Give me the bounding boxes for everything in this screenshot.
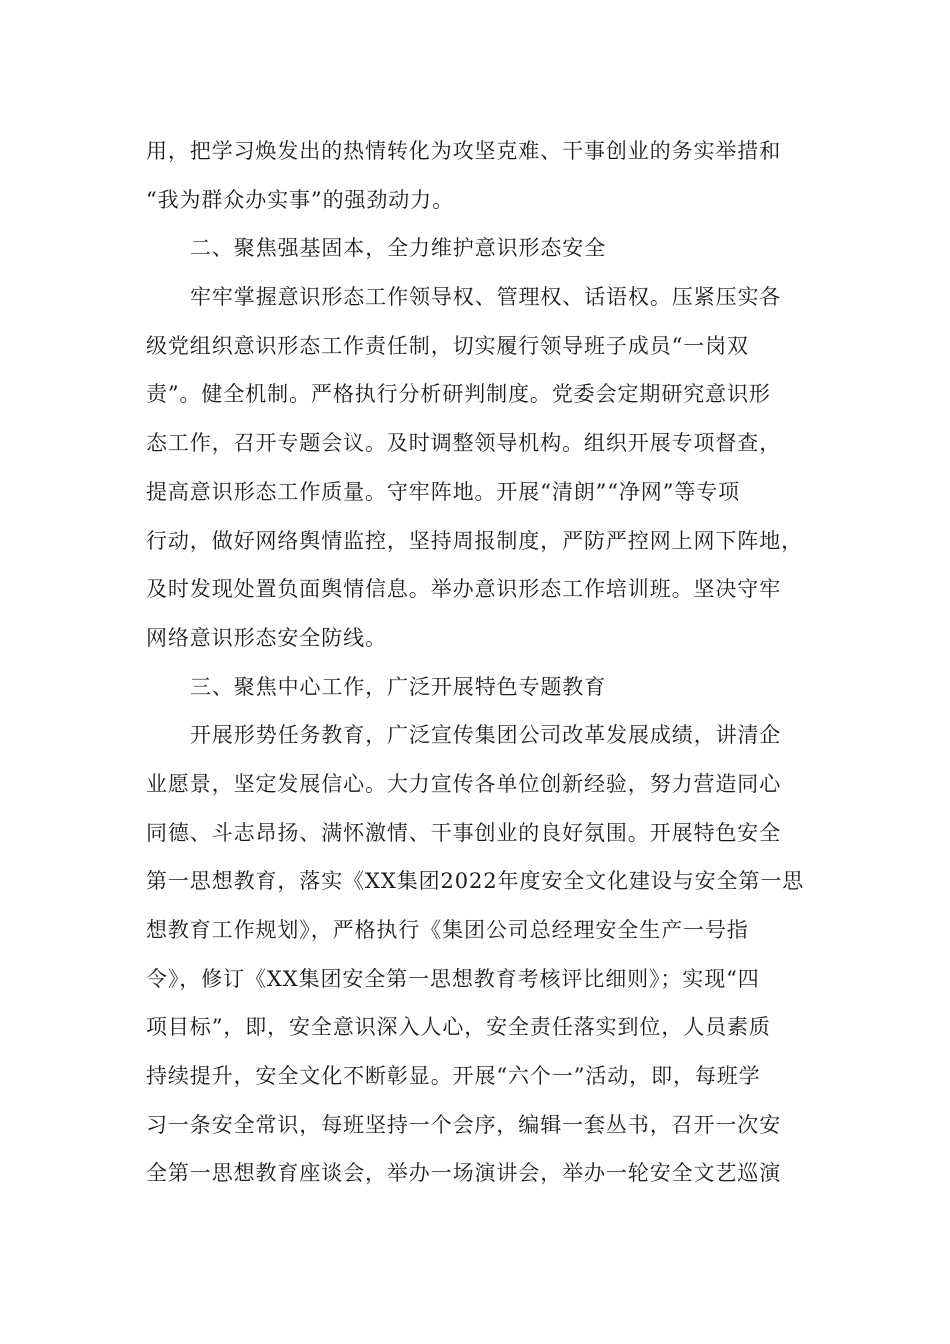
paragraph-line: 提高意识形态工作质量。守牢阵地。开展“清朗”“净网”等专项: [146, 479, 741, 504]
paragraph-line: 业愿景，坚定发展信心。大力宣传各单位创新经验，努力营造同心: [146, 771, 782, 796]
paragraph-line: 全第一思想教育座谈会，举办一场演讲会，举办一轮安全文艺巡演: [146, 1161, 782, 1186]
paragraph-line: 项目标”，即，安全意识深入人心，安全责任落实到位，人员素质: [146, 1015, 771, 1040]
section-heading-2: 二、聚焦强基固本，全力维护意识形态安全: [190, 236, 607, 261]
paragraph-line-first: 开展形势任务教育，广泛宣传集团公司改革发展成绩，讲清企: [190, 723, 782, 748]
paragraph-line: 第一思想教育，落实《XX集团2022年度安全文化建设与安全第一思: [146, 869, 805, 894]
paragraph-line: 及时发现处置负面舆情信息。举办意识形态工作培训班。坚决守牢: [146, 577, 782, 602]
paragraph-line: 同德、斗志昂扬、满怀激情、干事创业的良好氛围。开展特色安全: [146, 820, 782, 845]
paragraph-line: 行动，做好网络舆情监控，坚持周报制度，严防严控网上网下阵地，: [146, 528, 803, 553]
paragraph-line: 责”。健全机制。严格执行分析研判制度。党委会定期研究意识形: [146, 382, 771, 407]
paragraph-line: 习一条安全常识，每班坚持一个会序，编辑一套丛书，召开一次安: [146, 1112, 782, 1137]
paragraph-line: 持续提升，安全文化不断彰显。开展“六个一”活动，即，每班学: [146, 1064, 761, 1089]
paragraph-line: 态工作，召开专题会议。及时调整领导机构。组织开展专项督查，: [146, 431, 782, 456]
paragraph-line-first: 牢牢掌握意识形态工作领导权、管理权、话语权。压紧压实各: [190, 285, 782, 310]
paragraph-line-continuation: “我为群众办实事”的强劲动力。: [146, 187, 454, 212]
document-body: [146, 127, 808, 1198]
paragraph-line: 想教育工作规划》，严格执行《集团公司总经理安全生产一号指: [146, 918, 749, 942]
paragraph-line: 网络意识形态安全防线。: [146, 625, 387, 650]
section-heading-3: 三、聚焦中心工作，广泛开展特色专题教育: [190, 674, 607, 699]
paragraph-line: 令》，修订《XX集团安全第一思想教育考核评比细则》；实现“四: [146, 966, 760, 991]
paragraph-line-continuation: 用，把学习焕发出的热情转化为攻坚克难、干事创业的务实举措和: [146, 139, 782, 163]
paragraph-line: 级党组织意识形态工作责任制，切实履行领导班子成员“一岗双: [146, 333, 749, 358]
